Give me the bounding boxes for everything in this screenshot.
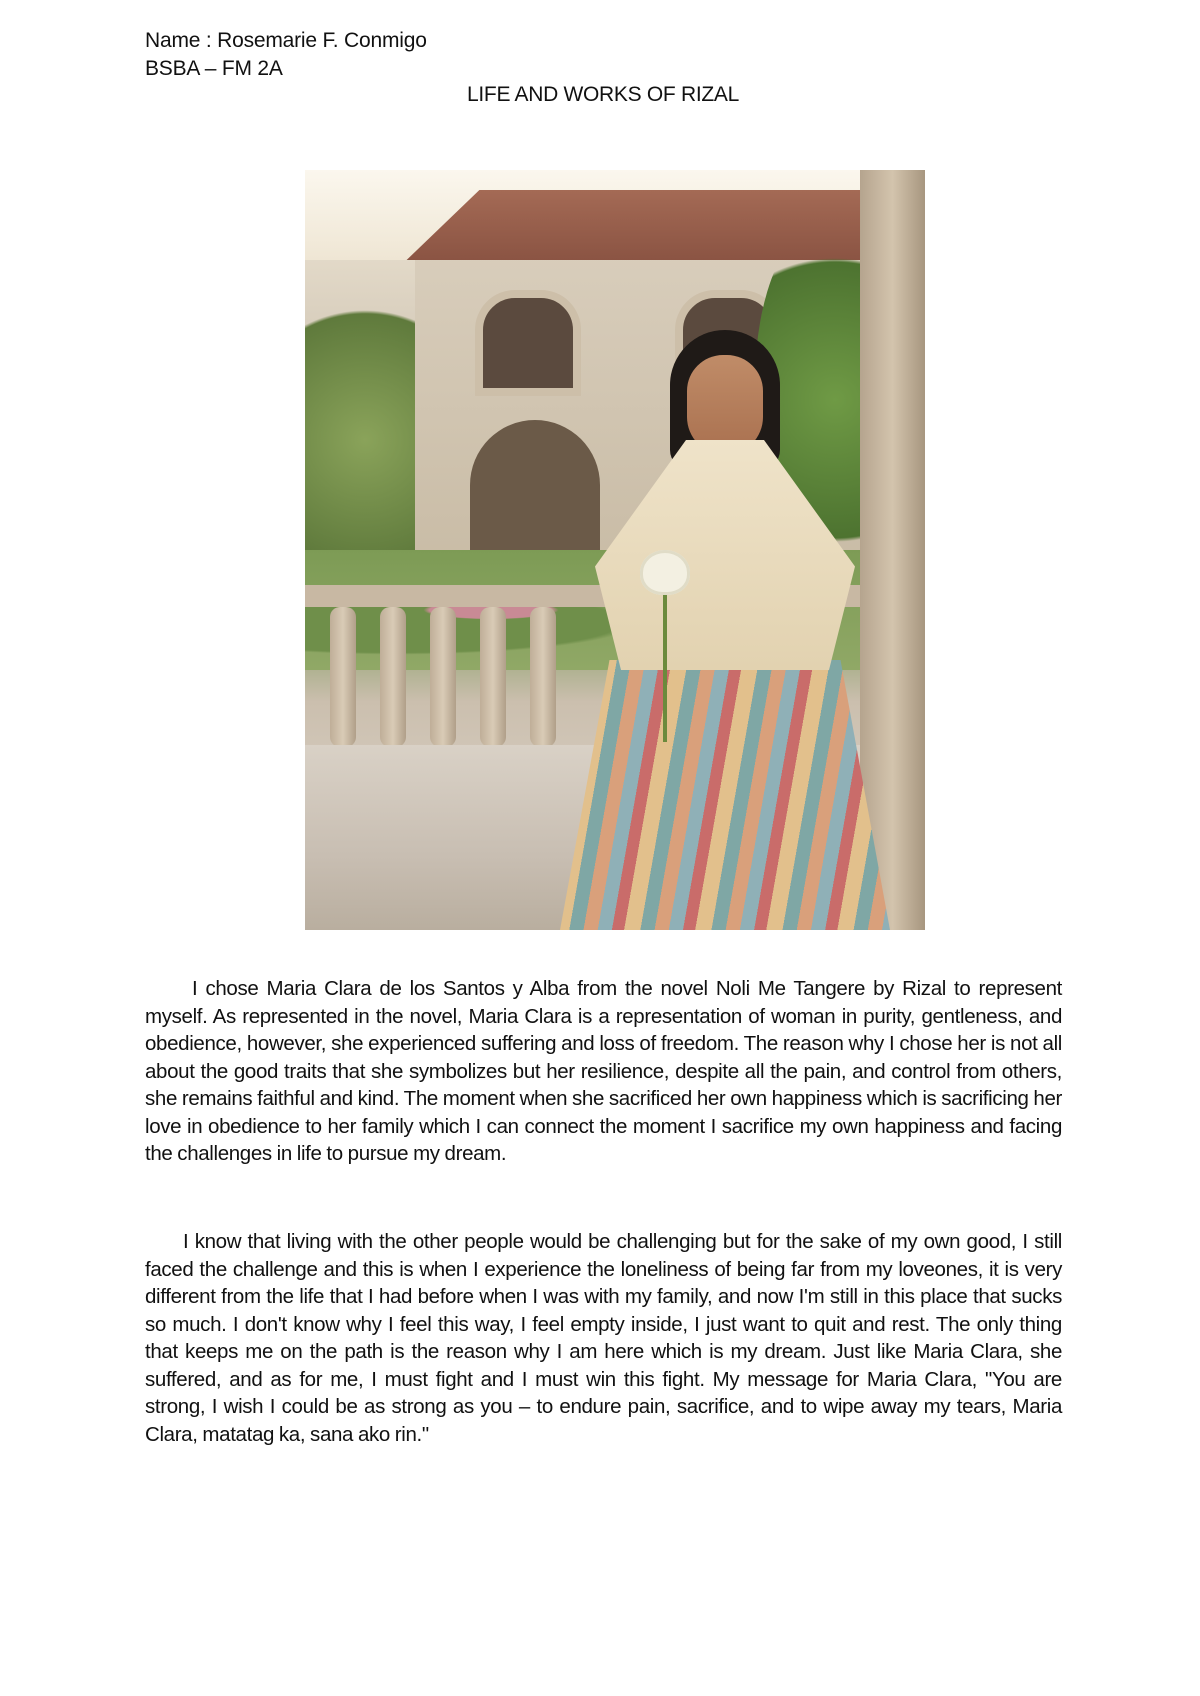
image-flower-stem: [663, 592, 667, 742]
image-post: [480, 607, 506, 747]
student-section: BSBA – FM 2A: [145, 57, 283, 80]
image-floral-skirt: [560, 660, 890, 930]
maria-clara-portrait-image: [305, 170, 925, 930]
image-shawl: [595, 440, 855, 670]
image-post: [330, 607, 356, 747]
image-window-left: [475, 290, 581, 396]
student-name: Name : Rosemarie F. Conmigo: [145, 29, 427, 52]
image-post: [430, 607, 456, 747]
image-post: [530, 607, 556, 747]
paragraph-1-text: I chose Maria Clara de los Santos y Alba from the novel Noli Me Tangere by Rizal to represent myself. As represented in the novel, Maria Clara is a representation of woman in purity, gentleness, and obedience, however, she experienced suffering and loss of freedom. The reason why I chose her is not all about the good traits that she symbolizes but her resilience, despite all the pain, and control from others, she remains faithful and kind. The moment when she sacrificed her own happiness which is sacrificing her love in obedience to her family which I can connect the moment I sacrifice my own happiness and facing the challenges in life to pursue my dream.: [145, 977, 1062, 1165]
paragraph-2-text: I know that living with the other people would be challenging but for the sake of my own good, I still faced the challenge and this is when I experience the loneliness of being far from my loveones, it is very different from the life that I had before when I was with my family, and now I'm still in this place that sucks so much. I don't know why I feel this way, I feel empty inside, I just want to quit and rest. The only thing that keeps me on the path is the reason why I am here which is my dream. Just like Maria Clara, she suffered, and as for me, I must fight and I must win this fight. My message for Maria Clara, "You are strong, I wish I could be as strong as you – to endure pain, sacrifice, and to wipe away my tears, Maria Clara, matatag ka, sana ako rin.": [145, 1230, 1062, 1446]
image-woman: [575, 330, 875, 930]
body-paragraph-2: [145, 1228, 1062, 1448]
image-post: [380, 607, 406, 747]
image-lotus-flower: [640, 550, 690, 595]
body-paragraph-1: [145, 975, 1062, 1168]
document-title: [0, 83, 1200, 107]
document-title-text: LIFE AND WORKS OF RIZAL: [467, 83, 739, 106]
